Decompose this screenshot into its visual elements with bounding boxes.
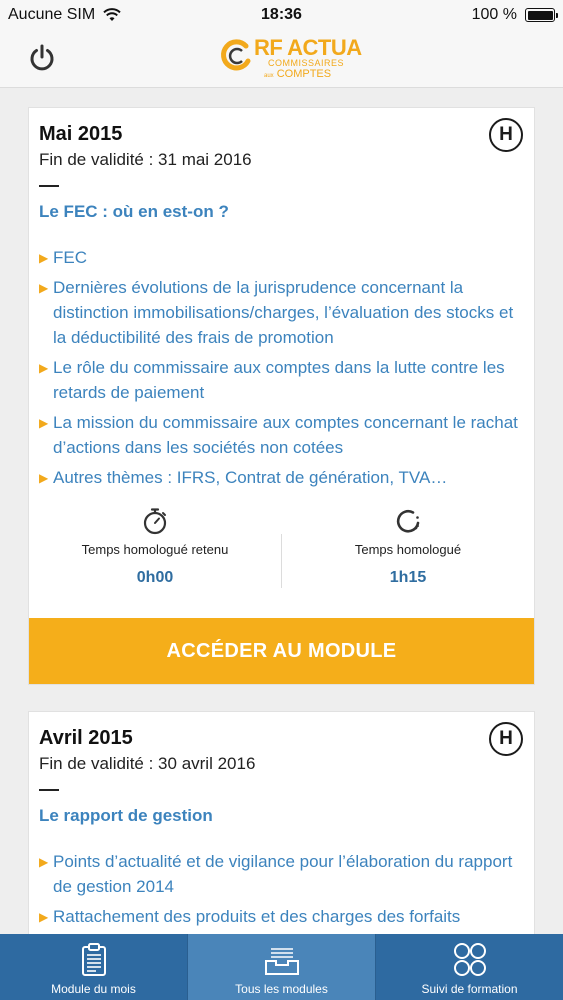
topic-item: ▶ Le rôle du commissaire aux comptes dans la lutte contre les retards de paiement <box>39 358 505 402</box>
time-stats <box>29 506 534 598</box>
access-module-button[interactable]: ACCÉDER AU MODULE <box>29 618 534 684</box>
power-button[interactable] <box>22 38 62 78</box>
module-validity: Fin de validité : 31 mai 2016 <box>39 150 252 169</box>
tab-label: Tous les modules <box>235 982 328 996</box>
stopwatch-icon <box>140 506 170 536</box>
approved-time-label: Temps homologué <box>354 542 462 557</box>
carrier-label: Aucune SIM <box>8 6 96 23</box>
retained-time-value: 0h00 <box>136 569 174 586</box>
separator-dash <box>39 789 59 791</box>
approved-time-stat <box>282 506 534 598</box>
loading-clock-icon <box>393 506 423 536</box>
homologated-badge-icon: H <box>489 722 523 756</box>
logo-brand: RF ACTUA <box>254 35 362 60</box>
logo-swirl-icon <box>220 37 254 77</box>
bullet-arrow-icon: ▶ <box>39 361 49 375</box>
clock: 18:36 <box>261 6 302 23</box>
header-bar <box>0 30 563 88</box>
clipboard-icon <box>74 940 114 980</box>
module-month: Avril 2015 <box>39 727 133 749</box>
tab-label: Suivi de formation <box>421 982 518 996</box>
topic-item: ▶ La mission du commissaire aux comptes concernant le rachat d’actions dans les sociétés non cotées <box>39 413 518 457</box>
topic-item: ▶ Autres thèmes : IFRS, Contrat de génération, TVA… <box>39 465 529 490</box>
tab-module-du-mois[interactable] <box>0 934 187 1000</box>
tray-icon <box>262 940 302 980</box>
logo-subtitle-1: COMMISSAIRES <box>268 58 345 68</box>
logo-subtitle-2: COMPTES <box>276 68 332 80</box>
tab-label: Module du mois <box>51 982 136 996</box>
tab-suivi-de-formation[interactable] <box>375 934 563 1000</box>
approved-time-value: 1h15 <box>389 569 427 586</box>
tab-tous-les-modules[interactable] <box>187 934 375 1000</box>
topic-item: ▶ FEC <box>39 245 529 270</box>
module-theme: Le rapport de gestion <box>39 806 213 825</box>
bullet-arrow-icon: ▶ <box>39 471 49 485</box>
homologated-badge-icon: H <box>489 118 523 152</box>
bullet-arrow-icon: ▶ <box>39 281 49 295</box>
topic-list <box>39 849 529 934</box>
topic-item: ▶ Rattachement des produits et des charges des forfaits <box>39 904 529 929</box>
retained-time-stat <box>29 506 281 598</box>
separator-dash <box>39 185 59 187</box>
battery-icon <box>525 8 555 22</box>
power-icon <box>27 43 57 73</box>
module-card <box>28 107 535 685</box>
grid-circles-icon <box>450 940 490 980</box>
topic-item: ▶ Points d’actualité et de vigilance pour l’élaboration du rapport de gestion 2014 <box>39 852 513 896</box>
topic-item: ▶ Dernières évolutions de la jurisprudence concernant la distinction immobilisations/charges, l’évaluation des stocks et la déductibilité des frais de promotion <box>39 278 514 347</box>
topic-list <box>39 245 529 495</box>
module-validity: Fin de validité : 30 avril 2016 <box>39 754 256 773</box>
app-logo <box>220 32 362 82</box>
bullet-arrow-icon: ▶ <box>39 251 49 265</box>
module-theme: Le FEC : où en est-on ? <box>39 202 229 221</box>
logo-subtitle-small: aux <box>264 73 274 79</box>
tab-bar <box>0 934 563 1000</box>
status-bar <box>0 0 563 30</box>
module-month: Mai 2015 <box>39 123 123 145</box>
retained-time-label: Temps homologué retenu <box>81 542 229 557</box>
battery-label: 100 % <box>471 6 517 23</box>
module-card <box>28 711 535 934</box>
modules-list[interactable] <box>0 89 563 934</box>
bullet-arrow-icon: ▶ <box>39 910 49 924</box>
bullet-arrow-icon: ▶ <box>39 416 49 430</box>
bullet-arrow-icon: ▶ <box>39 855 49 869</box>
